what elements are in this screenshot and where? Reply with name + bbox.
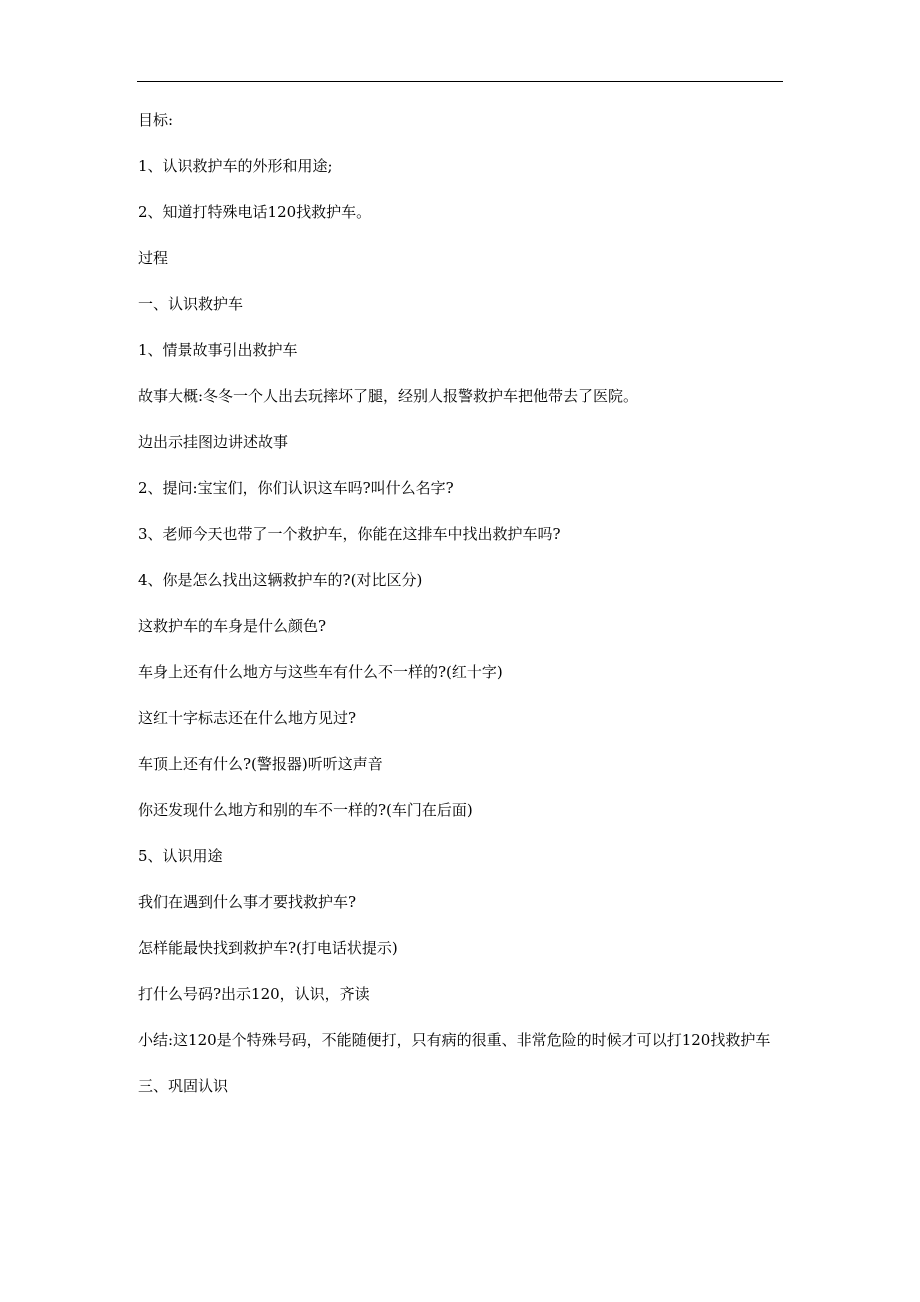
- goal-item-1: 1、认识救护车的外形和用途;: [138, 157, 333, 175]
- process-heading: 过程: [138, 249, 169, 267]
- question-red-cross: 这红十字标志还在什么地方见过?: [138, 709, 357, 727]
- summary: 小结:这120是个特殊号码，不能随便打，只有病的很重、非常危险的时候才可以打120找救护车: [138, 1031, 771, 1049]
- question-when: 我们在遇到什么事才要找救护车?: [138, 893, 357, 911]
- question-roof: 车顶上还有什么?(警报器)听听这声音: [138, 755, 383, 773]
- step-3: 3、老师今天也带了一个救护车，你能在这排车中找出救护车吗?: [138, 525, 561, 543]
- section-3-heading: 三、巩固认识: [138, 1077, 229, 1095]
- step-4: 4、你是怎么找出这辆救护车的?(对比区分): [138, 571, 423, 589]
- step-5: 5、认识用途: [138, 847, 223, 865]
- story-instruction: 边出示挂图边讲述故事: [138, 433, 289, 451]
- header-rule: [137, 81, 783, 82]
- section-1-heading: 一、认识救护车: [138, 295, 244, 313]
- story-summary: 故事大概:冬冬一个人出去玩摔坏了腿，经别人报警救护车把他带去了医院。: [138, 387, 639, 405]
- question-door: 你还发现什么地方和别的车不一样的?(车门在后面): [138, 801, 473, 819]
- question-color: 这救护车的车身是什么颜色?: [138, 617, 327, 635]
- goal-item-2: 2、知道打特殊电话120找救护车。: [138, 203, 372, 221]
- step-2: 2、提问:宝宝们，你们认识这车吗?叫什么名字?: [138, 479, 454, 497]
- question-difference: 车身上还有什么地方与这些车有什么不一样的?(红十字): [138, 663, 503, 681]
- step-1: 1、情景故事引出救护车: [138, 341, 298, 359]
- document-body: [138, 109, 786, 1121]
- question-how: 怎样能最快找到救护车?(打电话状提示): [138, 939, 398, 957]
- question-number: 打什么号码?出示120，认识，齐读: [138, 985, 370, 1003]
- goal-heading: 目标:: [138, 111, 174, 129]
